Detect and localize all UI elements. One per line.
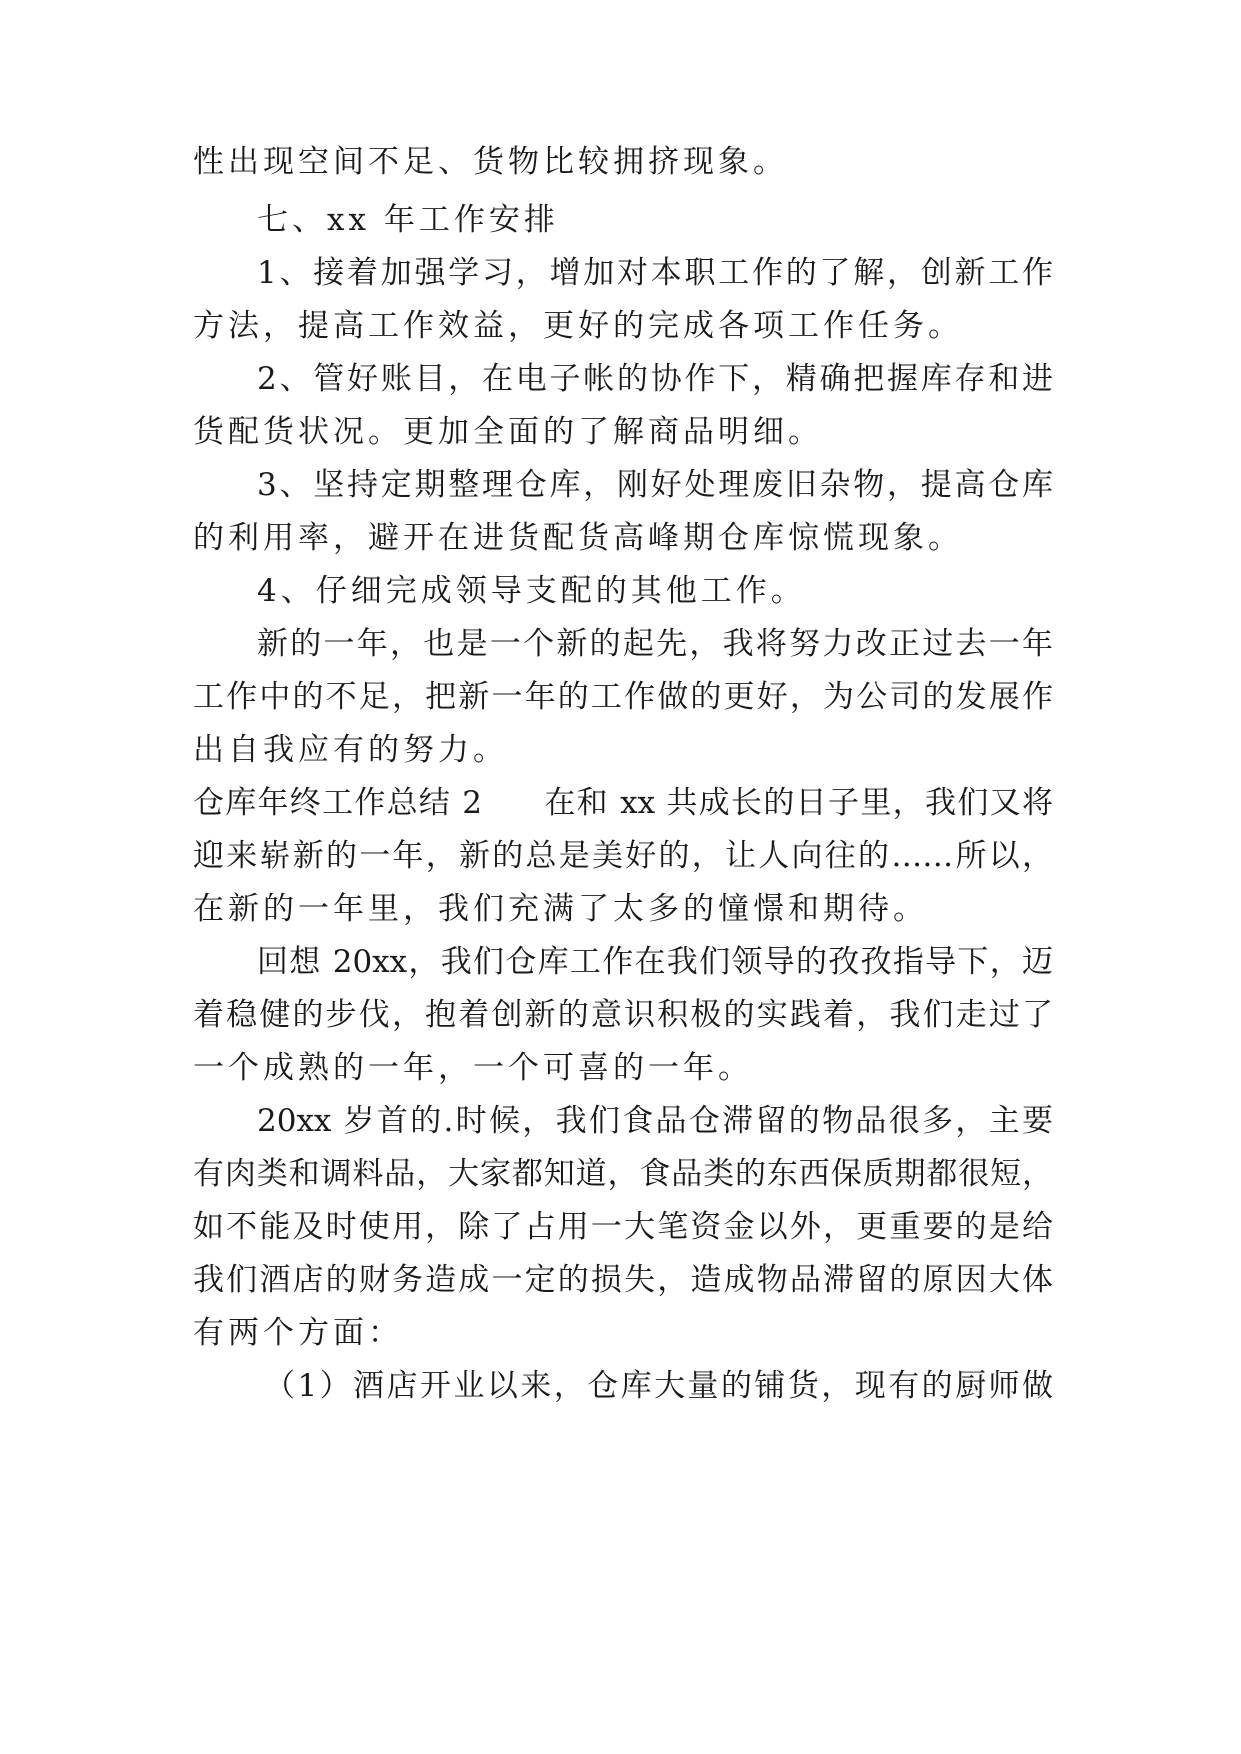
text-line: 1、接着加强学习，增加对本职工作的了解，创新工作 <box>257 255 1053 291</box>
text-line: 货配货状况。更加全面的了解商品明细。 <box>193 414 823 450</box>
text-line: 新的一年，也是一个新的起先，我将努力改正过去一年 <box>257 626 1053 662</box>
text-line: 出自我应有的努力。 <box>193 732 508 768</box>
text-line: （1）酒店开业以来，仓库大量的铺货，现有的厨师做 <box>264 1368 1053 1404</box>
text-line: 的利用率，避开在进货配货高峰期仓库惊慌现象。 <box>193 520 963 556</box>
section-heading: 七、xx 年工作安排 <box>257 202 559 238</box>
text-line: 4、仔细完成领导支配的其他工作。 <box>257 573 806 609</box>
text-line: 3、坚持定期整理仓库，刚好处理废旧杂物，提高仓库 <box>257 467 1053 503</box>
text-line: 迎来崭新的一年，新的总是美好的，让人向往的……所以， <box>193 838 1053 874</box>
text-line: 我们酒店的财务造成一定的损失，造成物品滞留的原因大体 <box>193 1262 1053 1298</box>
text-line: 有两个方面： <box>193 1315 403 1351</box>
text-line <box>193 783 1053 823</box>
text-line: 一个成熟的一年，一个可喜的一年。 <box>193 1050 753 1086</box>
text-line: 如不能及时使用，除了占用一大笔资金以外，更重要的是给 <box>193 1209 1053 1245</box>
text-line: 有肉类和调料品，大家都知道，食品类的东西保质期都很短， <box>193 1156 1053 1192</box>
text-line: 性出现空间不足、货物比较拥挤现象。 <box>193 144 788 180</box>
text-line: 方法，提高工作效益，更好的完成各项工作任务。 <box>193 308 963 344</box>
text-span: 在和 xx 共成长的日子里，我们又将 <box>543 785 1053 821</box>
text-line: 回想 20xx，我们仓库工作在我们领导的孜孜指导下，迈 <box>257 944 1053 980</box>
text-line: 在新的一年里，我们充满了太多的憧憬和期待。 <box>193 891 928 927</box>
text-line: 着稳健的步伐，抱着创新的意识积极的实践着，我们走过了 <box>193 997 1053 1033</box>
text-line: 工作中的不足，把新一年的工作做的更好，为公司的发展作 <box>193 679 1053 715</box>
text-line: 20xx 岁首的.时候，我们食品仓滞留的物品很多，主要 <box>257 1103 1053 1139</box>
text-line: 2、管好账目，在电子帐的协作下，精确把握库存和进 <box>257 361 1053 397</box>
article-title: 仓库年终工作总结 2 <box>193 785 483 821</box>
